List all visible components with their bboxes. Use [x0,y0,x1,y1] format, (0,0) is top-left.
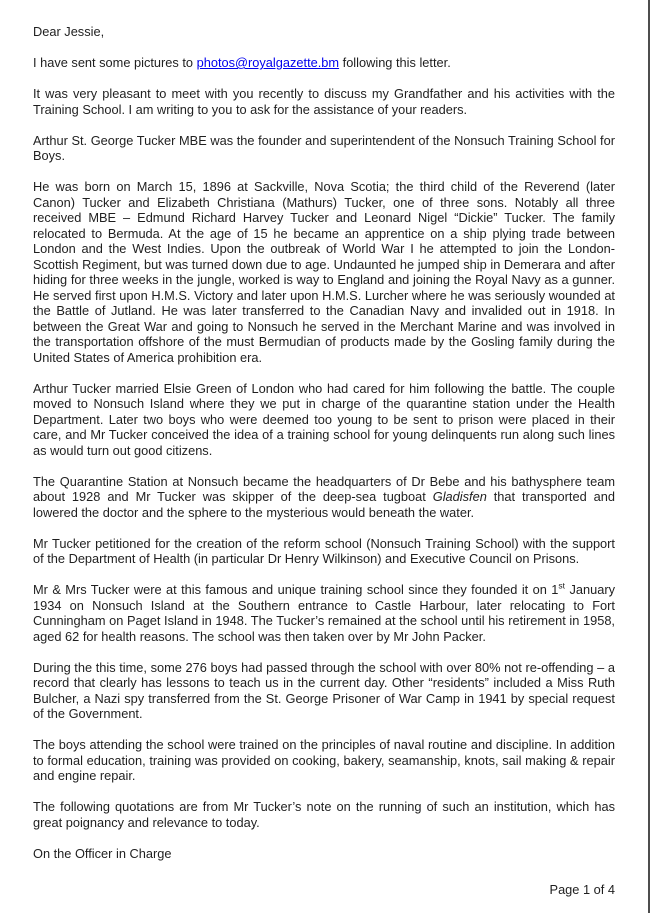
email-link[interactable]: photos@royalgazette.bm [196,55,340,70]
school-text-before: Mr & Mrs Tucker were at this famous and unique training school since they founded it on 1 [33,582,559,597]
paragraph-founder: Arthur St. George Tucker MBE was the founder and superintendent of the Nonsuch Training School for Boys. [33,132,615,163]
paragraph-pleasant: It was very pleasant to meet with you recently to discuss my Grandfather and his activities with the Training School. I am writing to you to ask for the assistance of your readers. [33,86,615,117]
page-number: Page 1 of 4 [549,882,615,897]
officer-heading: On the Officer in Charge [33,845,172,861]
paragraph-petition: Mr Tucker petitioned for the creation of the reform school (Nonsuch Training School) with the support of the Department of Health (in particular Dr Henry Wilkinson) and Executive Council on Prisons. [33,535,615,566]
salutation: Dear Jessie, [33,24,105,39]
tugboat-name: Gladisfen [432,489,487,504]
school-text-after: January 1934 on Nonsuch Island at the Southern entrance to Castle Harbour, later relocating to Fort Cunningham on Paget Island in 1948. The Tucker’s remained at the school until his retirement in 1958, aged 62 for health reasons. The school was then taken over by Mr John Packer. [33,582,615,644]
paragraph-quotations: The following quotations are from Mr Tucker’s note on the running of such an institution, which has great poignancy and relevance to today. [33,799,615,830]
pictures-text-before: I have sent some pictures to [33,55,197,70]
paragraph-boys-passed: During the this time, some 276 boys had passed through the school with over 80% not re-offending – a record that clearly has lessons to teach us in the current day. Other “residents” included a Miss Ruth Bulcher, a Nazi spy transferred from the St. George Prisoner of War Camp in 1941 by special request of the Government. [33,659,615,721]
pictures-text-after: following this letter. [339,55,451,70]
paragraph-training: The boys attending the school were trained on the principles of naval routine and discipline. In addition to formal education, training was provided on cooking, bakery, seamanship, knots, sail making & repair and engine repair. [33,737,615,783]
quarantine-text-after: that transported and lowered the doctor and the sphere to the mysterious would beneath the water. [33,489,615,520]
paragraph-born: He was born on March 15, 1896 at Sackville, Nova Scotia; the third child of the Reverend (later Canon) Tucker and Elizabeth Christiana (Mathurs) Tucker, one of three sons. Notably all three received MBE – Edmund Richard Harvey Tucker and Leonard Nigel “Dickie” Tucker. The family relocated to Bermuda. At the age of 15 he became an apprentice on a ship plying trade between London and the West Indies. Upon the outbreak of World War I he attempted to join the London-Scottish Regiment, but was turned down due to age. Undaunted he jumped ship in Demerara and after hiding for three weeks in the jungle, worked is way to England and joining the Royal Navy as a gunner. He served first upon H.M.S. Victory and later upon H.M.S. Lurcher where he was seriously wounded at the Battle of Jutland. He was later transferred to the Canadian Navy and invalided out in 1918. In between the Great War and going to Nonsuch he served in the Merchant Marine and was involved in the transportation offshore of the must Bermudian of products made by the Gosling family during the United States of America prohibition era. [33,179,615,365]
ordinal-suffix: st [558,580,566,591]
quarantine-text-before: The Quarantine Station at Nonsuch became the headquarters of Dr Bebe and his bathysphere team about 1928 and Mr Tucker was skipper of the deep-sea tugboat [33,473,615,504]
paragraph-school [33,582,615,644]
paragraph-quarantine [33,474,615,521]
paragraph-pictures [33,55,615,71]
paragraph-married: Arthur Tucker married Elsie Green of London who had cared for him following the battle. The couple moved to Nonsuch Island where they we put in charge of the quarantine station under the Health Department. Later two boys who were deemed too young to be sent to prison were placed in their care, and Mr Tucker conceived the idea of a training school for young delinquents run along such lines as would turn out good citizens. [33,380,615,458]
